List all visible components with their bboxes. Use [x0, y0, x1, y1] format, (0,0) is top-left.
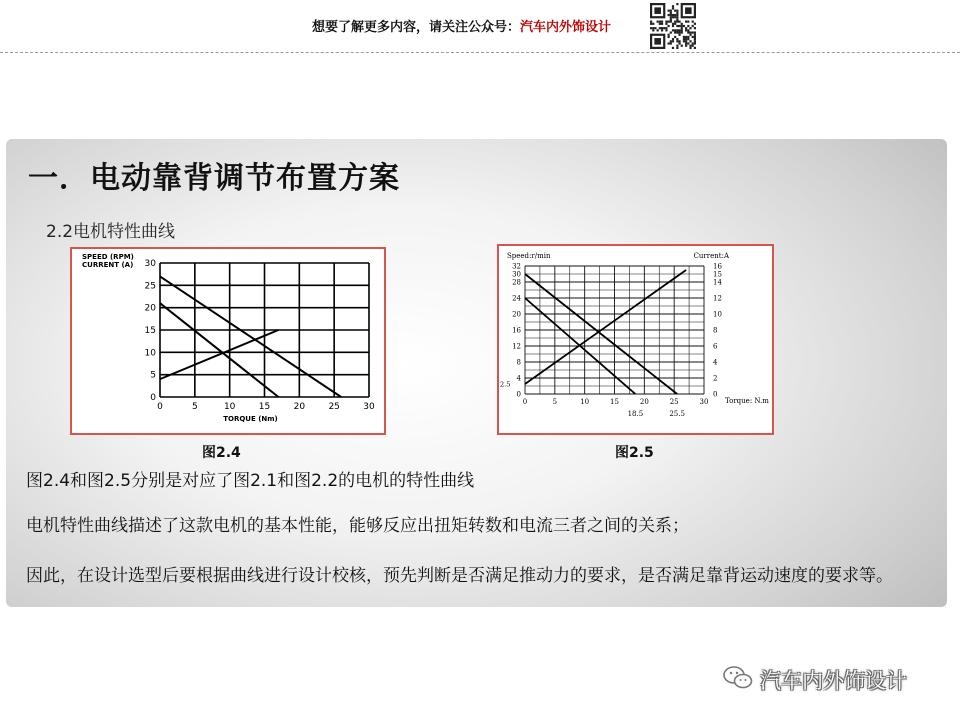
qr-module	[659, 21, 661, 23]
qr-module	[683, 36, 685, 38]
qr-module	[687, 29, 689, 31]
qr-module	[678, 29, 680, 31]
qr-module	[672, 40, 674, 42]
qr-module	[650, 23, 652, 25]
y-tick-label: 20	[512, 310, 521, 319]
qr-module	[668, 21, 670, 23]
qr-module	[672, 5, 674, 7]
qr-module	[687, 31, 689, 33]
y-axis-label: CURRENT (A)	[82, 261, 134, 269]
qr-module	[694, 34, 696, 36]
wechat-icon	[722, 664, 754, 692]
qr-module	[674, 16, 676, 18]
qr-module	[674, 10, 676, 12]
qr-module	[694, 47, 696, 49]
y-tick-label: 30	[512, 270, 521, 279]
figure-caption-2-4: 图2.4	[202, 445, 241, 461]
y2-tick-label: 10	[713, 310, 722, 319]
qr-module	[659, 27, 661, 29]
qr-module	[692, 45, 694, 47]
qr-module	[657, 21, 659, 23]
qr-module	[676, 12, 678, 14]
qr-module	[668, 34, 670, 36]
qr-module	[672, 7, 674, 9]
qr-module	[689, 45, 691, 47]
qr-module	[650, 21, 652, 23]
qr-module	[685, 29, 687, 31]
qr-module	[685, 42, 687, 44]
y-tick-label: 16	[512, 326, 521, 335]
qr-module	[678, 34, 680, 36]
qr-module	[670, 14, 672, 16]
qr-module	[670, 16, 672, 18]
qr-module	[652, 27, 654, 29]
qr-module	[661, 21, 663, 23]
qr-module	[670, 10, 672, 12]
qr-module	[694, 40, 696, 42]
qr-module	[676, 21, 678, 23]
qr-module	[685, 36, 687, 38]
qr-module	[687, 21, 689, 23]
y2-tick-label: 4	[713, 358, 718, 367]
chart-figure-2-5	[497, 244, 774, 435]
qr-module	[692, 36, 694, 38]
y2-tick-label: 8	[713, 326, 718, 335]
qr-module	[687, 42, 689, 44]
y2-tick-label: 12	[713, 294, 722, 303]
chart-2-5	[499, 246, 772, 433]
qr-module	[674, 14, 676, 16]
chart-figure-2-4	[70, 247, 386, 435]
x-tick-label: 25	[669, 398, 679, 406]
promo-label: 想要了解更多内容，请关注公众号：	[312, 20, 521, 35]
y-axis-label-left: Speed:r/min	[507, 252, 551, 260]
figure-caption-2-5: 图2.5	[615, 445, 654, 461]
watermark-text: 汽车内外饰设计	[760, 669, 907, 693]
qr-module	[681, 25, 683, 27]
qr-module	[672, 25, 674, 27]
qr-module	[672, 16, 674, 18]
qr-module	[676, 14, 678, 16]
qr-module	[665, 23, 667, 25]
qr-module	[657, 29, 659, 31]
qr-module	[668, 36, 670, 38]
paragraph-3: 因此，在设计选型后要根据曲线进行设计校核，预先判断是否满足推动力的要求，是否满足靠背运动速度的要求等。	[26, 566, 893, 586]
y-tick-label: 4	[516, 374, 521, 383]
qr-module	[670, 18, 672, 20]
qr-module	[694, 27, 696, 29]
y-tick-label: 24	[512, 294, 521, 303]
qr-module	[694, 23, 696, 25]
qr-module	[670, 42, 672, 44]
qr-module	[681, 29, 683, 31]
qr-finder-center	[654, 7, 661, 14]
series-line	[160, 276, 341, 397]
qr-finder-center	[685, 7, 692, 14]
y-tick-label: 32	[512, 262, 521, 271]
qr-module	[694, 38, 696, 40]
left-annotation: 2.5	[500, 380, 511, 389]
qr-module	[676, 31, 678, 33]
section-subtitle: 2.2电机特性曲线	[46, 222, 176, 242]
qr-module	[659, 23, 661, 25]
qr-module	[676, 29, 678, 31]
x-tick-label: 25	[328, 402, 340, 412]
qr-module	[676, 45, 678, 47]
qr-module	[668, 42, 670, 44]
qr-module	[689, 27, 691, 29]
y-tick-label: 25	[144, 281, 156, 292]
qr-module	[661, 27, 663, 29]
qr-module	[676, 38, 678, 40]
qr-module	[681, 23, 683, 25]
qr-module	[670, 40, 672, 42]
qr-module	[678, 42, 680, 44]
y2-tick-label: 0	[713, 390, 718, 399]
x-tick-label: 0	[522, 398, 528, 406]
x-axis-label: TORQUE (Nm)	[223, 415, 278, 423]
qr-module	[681, 31, 683, 33]
qr-module	[692, 42, 694, 44]
qr-module	[687, 25, 689, 27]
qr-module	[652, 23, 654, 25]
qr-module	[694, 42, 696, 44]
qr-module	[652, 29, 654, 31]
y-tick-label: 5	[150, 370, 156, 381]
qr-module	[678, 21, 680, 23]
qr-module	[685, 38, 687, 40]
y-tick-label: 20	[144, 303, 156, 314]
qr-module	[683, 25, 685, 27]
y-tick-label: 15	[144, 326, 156, 336]
qr-module	[692, 21, 694, 23]
qr-module	[654, 27, 656, 29]
qr-module	[694, 31, 696, 33]
qr-module	[665, 27, 667, 29]
qr-module	[676, 3, 678, 5]
y-tick-label: 28	[512, 278, 521, 287]
qr-module	[674, 31, 676, 33]
qr-module	[694, 36, 696, 38]
x-tick-label: 20	[639, 398, 649, 406]
x-tick-label: 5	[552, 398, 558, 406]
x-tick-label: 20	[293, 402, 306, 412]
y-tick-label: 8	[516, 358, 521, 367]
account-name-link[interactable]: 汽车内外饰设计	[520, 20, 612, 35]
qr-module	[668, 14, 670, 16]
paragraph-1: 图2.4和图2.5分别是对应了图2.1和图2.2的电机的特性曲线	[26, 471, 475, 491]
qr-module	[689, 40, 691, 42]
x-tick-label: 15	[610, 398, 619, 406]
x-tick-label: 0	[157, 402, 163, 412]
qr-module	[672, 29, 674, 31]
x-tick-label: 5	[191, 402, 198, 412]
y-axis-label: SPEED (RPM)	[82, 253, 134, 261]
qr-module	[674, 23, 676, 25]
slide-title: 一．电动靠背调节布置方案	[28, 161, 400, 196]
qr-module	[676, 40, 678, 42]
qr-module	[681, 45, 683, 47]
qr-module	[689, 34, 691, 36]
series-line	[160, 330, 278, 379]
y2-tick-label: 15	[713, 270, 722, 279]
qr-module	[678, 40, 680, 42]
qr-module	[676, 16, 678, 18]
qr-code-icon	[650, 3, 696, 49]
qr-module	[672, 38, 674, 40]
x-tick-label: 30	[699, 398, 709, 406]
qr-module	[676, 47, 678, 49]
qr-module	[687, 36, 689, 38]
qr-module	[668, 25, 670, 27]
x-tick-label: 10	[580, 398, 590, 406]
y-tick-label: 10	[144, 348, 156, 359]
y-tick-label: 12	[512, 342, 521, 351]
qr-module	[676, 18, 678, 20]
x-tick-label: 10	[223, 402, 236, 412]
y-tick-label: 30	[144, 259, 156, 269]
qr-module	[661, 29, 663, 31]
qr-module	[685, 27, 687, 29]
qr-module	[670, 31, 672, 33]
series-line	[160, 303, 278, 397]
qr-module	[665, 21, 667, 23]
qr-module	[674, 21, 676, 23]
y-tick-label: 0	[516, 390, 521, 399]
qr-module	[683, 38, 685, 40]
x-tick-label: 15	[258, 402, 271, 412]
qr-module	[663, 27, 665, 29]
x-annotation: 18.5	[627, 410, 644, 418]
promo-text	[312, 16, 611, 35]
x-tick-label: 30	[363, 402, 375, 412]
qr-module	[674, 36, 676, 38]
qr-module	[676, 10, 678, 12]
qr-module	[668, 10, 670, 12]
y-tick-label: 0	[150, 393, 156, 403]
qr-module	[685, 40, 687, 42]
x-annotation: 25.5	[669, 410, 685, 418]
qr-module	[672, 14, 674, 16]
qr-module	[692, 31, 694, 33]
chart-2-4	[72, 249, 384, 433]
y2-tick-label: 14	[713, 278, 722, 287]
y2-tick-label: 2	[713, 374, 718, 383]
qr-module	[650, 27, 652, 29]
slide	[6, 139, 947, 607]
qr-module	[687, 38, 689, 40]
x-axis-label: Torque: N.m	[725, 397, 769, 405]
qr-module	[665, 29, 667, 31]
qr-module	[689, 47, 691, 49]
qr-module	[670, 21, 672, 23]
qr-module	[683, 40, 685, 42]
qr-finder-center	[654, 38, 661, 45]
y2-tick-label: 16	[713, 262, 722, 271]
qr-module	[681, 27, 683, 29]
y-axis-label-right: Current:A	[693, 252, 729, 260]
qr-module	[672, 23, 674, 25]
qr-module	[676, 25, 678, 27]
qr-module	[674, 29, 676, 31]
qr-module	[672, 47, 674, 49]
qr-module	[692, 25, 694, 27]
qr-module	[685, 45, 687, 47]
qr-module	[670, 12, 672, 14]
qr-module	[678, 25, 680, 27]
paragraph-2: 电机特性曲线描述了这款电机的基本性能，能够反应出扭矩转数和电流三者之间的关系；	[26, 516, 689, 536]
qr-module	[689, 31, 691, 33]
y2-tick-label: 6	[713, 342, 718, 351]
qr-module	[678, 31, 680, 33]
top-banner	[0, 0, 960, 53]
qr-module	[661, 23, 663, 25]
qr-module	[685, 21, 687, 23]
